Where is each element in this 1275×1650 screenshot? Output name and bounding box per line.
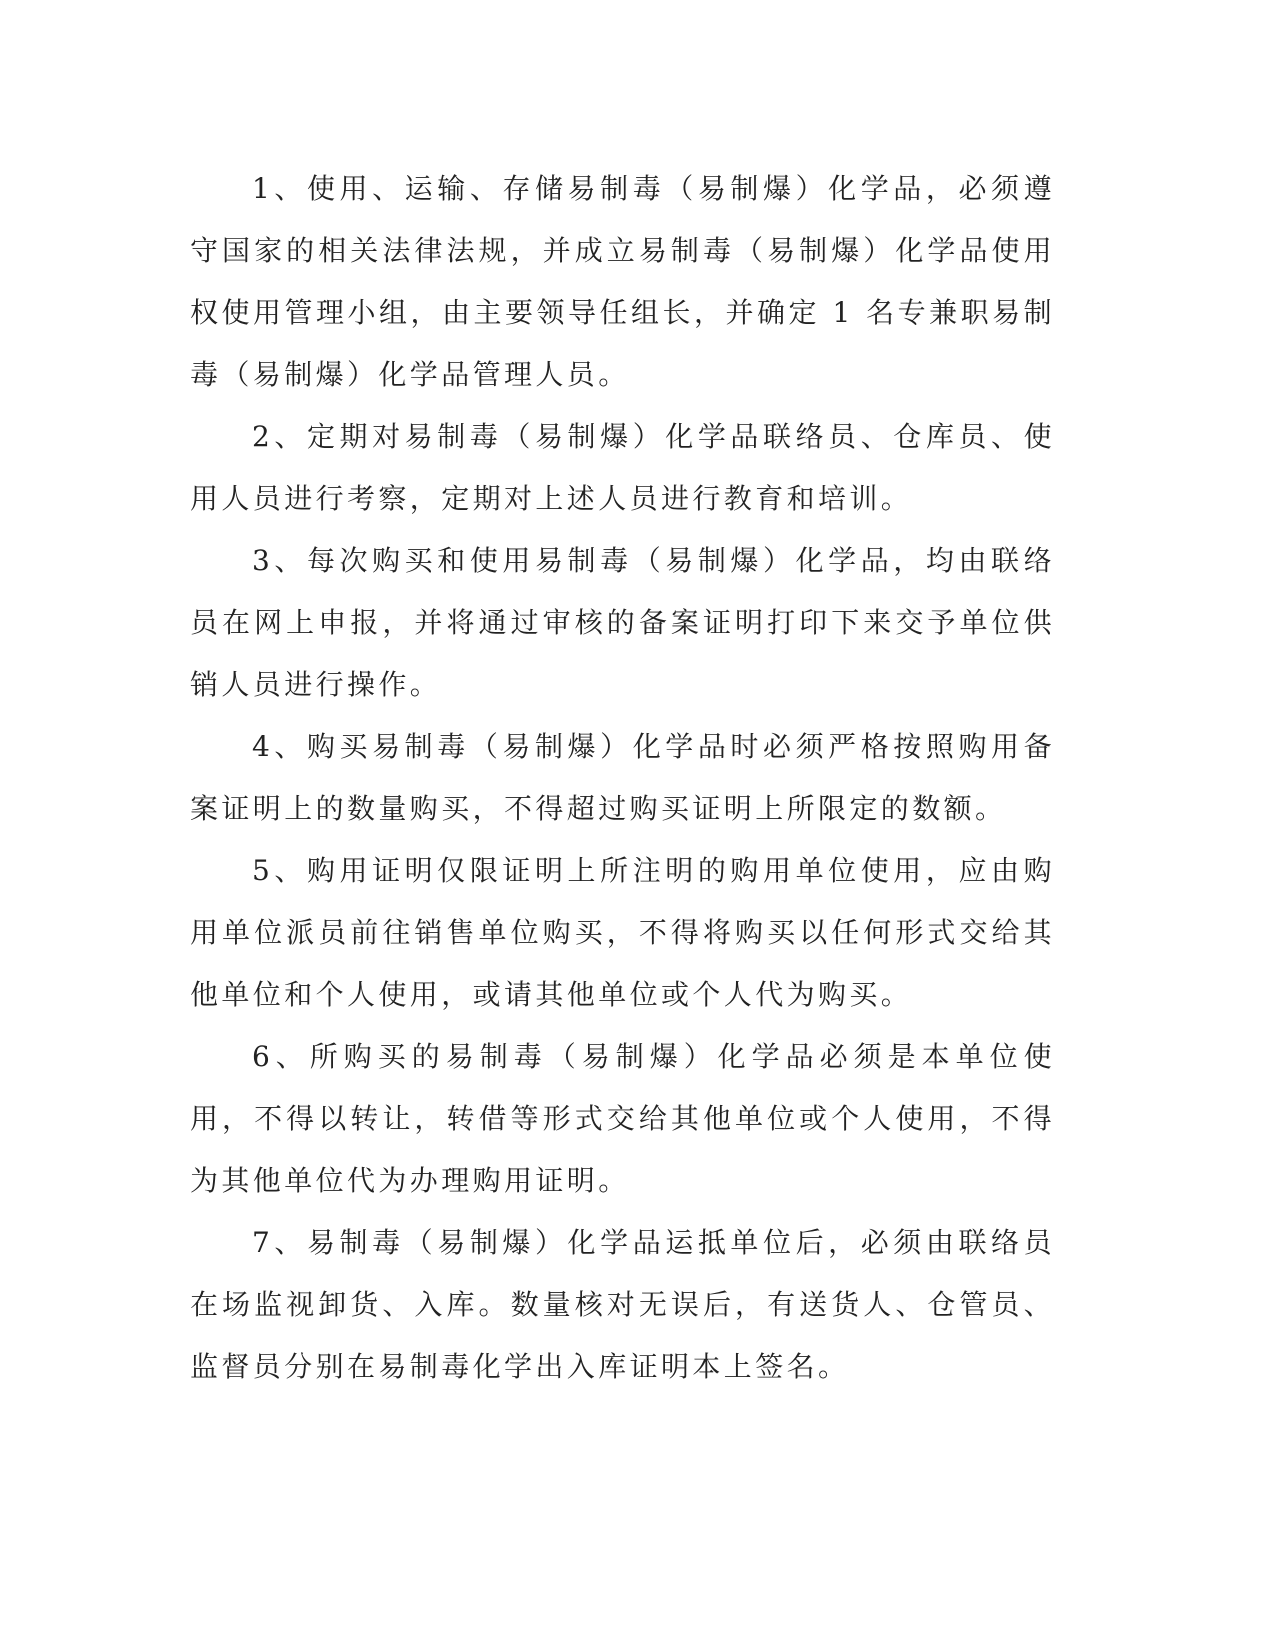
document-body xyxy=(190,158,1055,1398)
paragraph-4: 4、购买易制毒（易制爆）化学品时必须严格按照购用备案证明上的数量购买，不得超过购买证明上所限定的数额。 xyxy=(190,730,1055,825)
paragraph-6: 6、所购买的易制毒（易制爆）化学品必须是本单位使用，不得以转让，转借等形式交给其他单位或个人使用，不得为其他单位代为办理购用证明。 xyxy=(190,1040,1055,1197)
paragraph-1: 1、使用、运输、存储易制毒（易制爆）化学品，必须遵守国家的相关法律法规，并成立易制毒（易制爆）化学品使用权使用管理小组，由主要领导任组长，并确定 1 名专兼职易制毒（易制爆）化学品管理人员。 xyxy=(190,172,1055,391)
paragraph-3: 3、每次购买和使用易制毒（易制爆）化学品，均由联络员在网上申报，并将通过审核的备案证明打印下来交予单位供销人员进行操作。 xyxy=(190,544,1055,701)
paragraph-7: 7、易制毒（易制爆）化学品运抵单位后，必须由联络员在场监视卸货、入库。数量核对无误后，有送货人、仓管员、监督员分别在易制毒化学出入库证明本上签名。 xyxy=(190,1226,1055,1383)
paragraph-5: 5、购用证明仅限证明上所注明的购用单位使用，应由购用单位派员前往销售单位购买，不得将购买以任何形式交给其他单位和个人使用，或请其他单位或个人代为购买。 xyxy=(190,854,1055,1011)
paragraph-2: 2、定期对易制毒（易制爆）化学品联络员、仓库员、使用人员进行考察，定期对上述人员进行教育和培训。 xyxy=(190,420,1055,515)
